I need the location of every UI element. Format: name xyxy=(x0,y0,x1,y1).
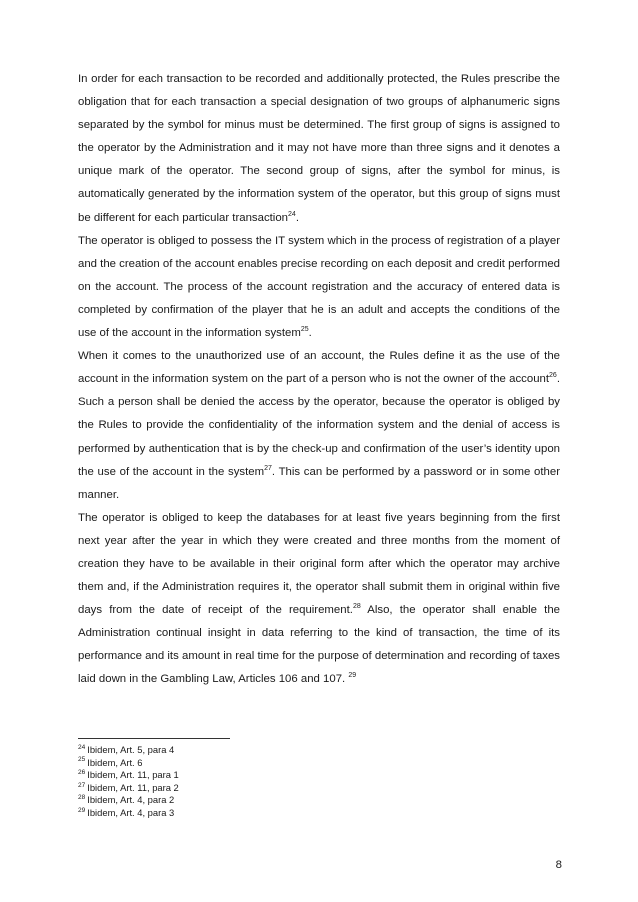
footnote-text: Ibidem, Art. 11, para 2 xyxy=(87,781,179,793)
footnote-reference[interactable]: 24 xyxy=(288,210,296,218)
footnote-text: Ibidem, Art. 4, para 2 xyxy=(87,794,175,806)
footnote-25 xyxy=(78,757,378,770)
body-text xyxy=(78,68,560,692)
footnote-24 xyxy=(78,744,378,757)
footnote-text: Ibidem, Art. 6 xyxy=(87,756,143,768)
footnote-number: 24 xyxy=(78,743,86,751)
footnote-29 xyxy=(78,807,378,820)
footnote-26 xyxy=(78,769,378,782)
paragraph-text: When it comes to the unauthorized use of an account, the Rules define it as the use of the account in the information system on the part of a person who is not the owner of the account xyxy=(78,350,560,386)
footnote-27 xyxy=(78,782,378,795)
footnote-number: 27 xyxy=(78,781,86,789)
paragraph-3 xyxy=(78,345,560,507)
paragraph-text: . Such a person shall be denied the access by the operator, because the operator is obliged by the Rules to provide the confidentiality of the information system and the denial of access is performed by authentication that is by the check-up and confirmation of the user’s identity upon the use of the account in the system xyxy=(78,373,560,478)
paragraph-text: . xyxy=(308,327,312,340)
paragraph-text: . xyxy=(295,211,299,224)
paragraph-text: . This can be performed by a password or in some other manner. xyxy=(78,465,560,501)
footnote-number: 25 xyxy=(78,756,86,764)
footnote-text: Ibidem, Art. 5, para 4 xyxy=(87,744,175,755)
footnote-reference[interactable]: 26 xyxy=(549,372,557,380)
footnote-text: Ibidem, Art. 11, para 1 xyxy=(87,769,179,781)
paragraph-text: The operator is obliged to keep the databases for at least five years beginning from the first next year after the year in which they were created and three months from the moment of creation they have to be available in their original form after which the operator may archive them and, if the Administration requires it, the operator shall submit them in original within five days from the date of receipt of the requirement. xyxy=(78,511,560,617)
page-number: 8 xyxy=(555,859,562,871)
footnote-reference[interactable]: 28 xyxy=(352,603,361,611)
footnote-reference[interactable]: 29 xyxy=(348,672,357,680)
footnote-number: 26 xyxy=(78,769,86,777)
footnote-reference[interactable]: 27 xyxy=(264,464,272,472)
footnote-number: 28 xyxy=(78,794,86,802)
footnote-text: Ibidem, Art. 4, para 3 xyxy=(87,806,175,818)
footnote-28 xyxy=(78,794,378,807)
paragraph-text: Also, the operator shall enable the Administration continual insight in data referring to the kind of transaction, the time of its performance and its amount in real time for the purpose of determination and recording of taxes laid down in the Gambling Law, Articles 106 and 107. xyxy=(78,604,560,686)
footnotes xyxy=(78,744,378,820)
footnote-reference[interactable]: 25 xyxy=(300,326,309,334)
paragraph-text: The operator is obliged to possess the IT system which in the process of registration of a player and the creation of the account enables precise recording on each deposit and credit performed on the account. The process of the account registration and the accuracy of entered data is completed by confirmation of the player that he is an adult and accepts the conditions of the use of the account in the information system xyxy=(78,234,560,340)
footnote-number: 29 xyxy=(78,806,86,814)
footnote-separator xyxy=(78,738,230,739)
paragraph-1 xyxy=(78,68,560,230)
paragraph-4 xyxy=(78,507,560,692)
paragraph-text: In order for each transaction to be recorded and additionally protected, the Rules prescribe the obligation that for each transaction a special designation of two groups of alphanumeric signs separated by the symbol for minus must be determined. The first group of signs is assigned to the operator by the Administration and it may not have more than three signs and it denotes a unique mark of the operator. The second group of signs, after the symbol for minus, is automatically generated by the information system of the operator, but this group of signs must be different for each particular transaction xyxy=(78,73,560,224)
paragraph-2 xyxy=(78,230,560,345)
